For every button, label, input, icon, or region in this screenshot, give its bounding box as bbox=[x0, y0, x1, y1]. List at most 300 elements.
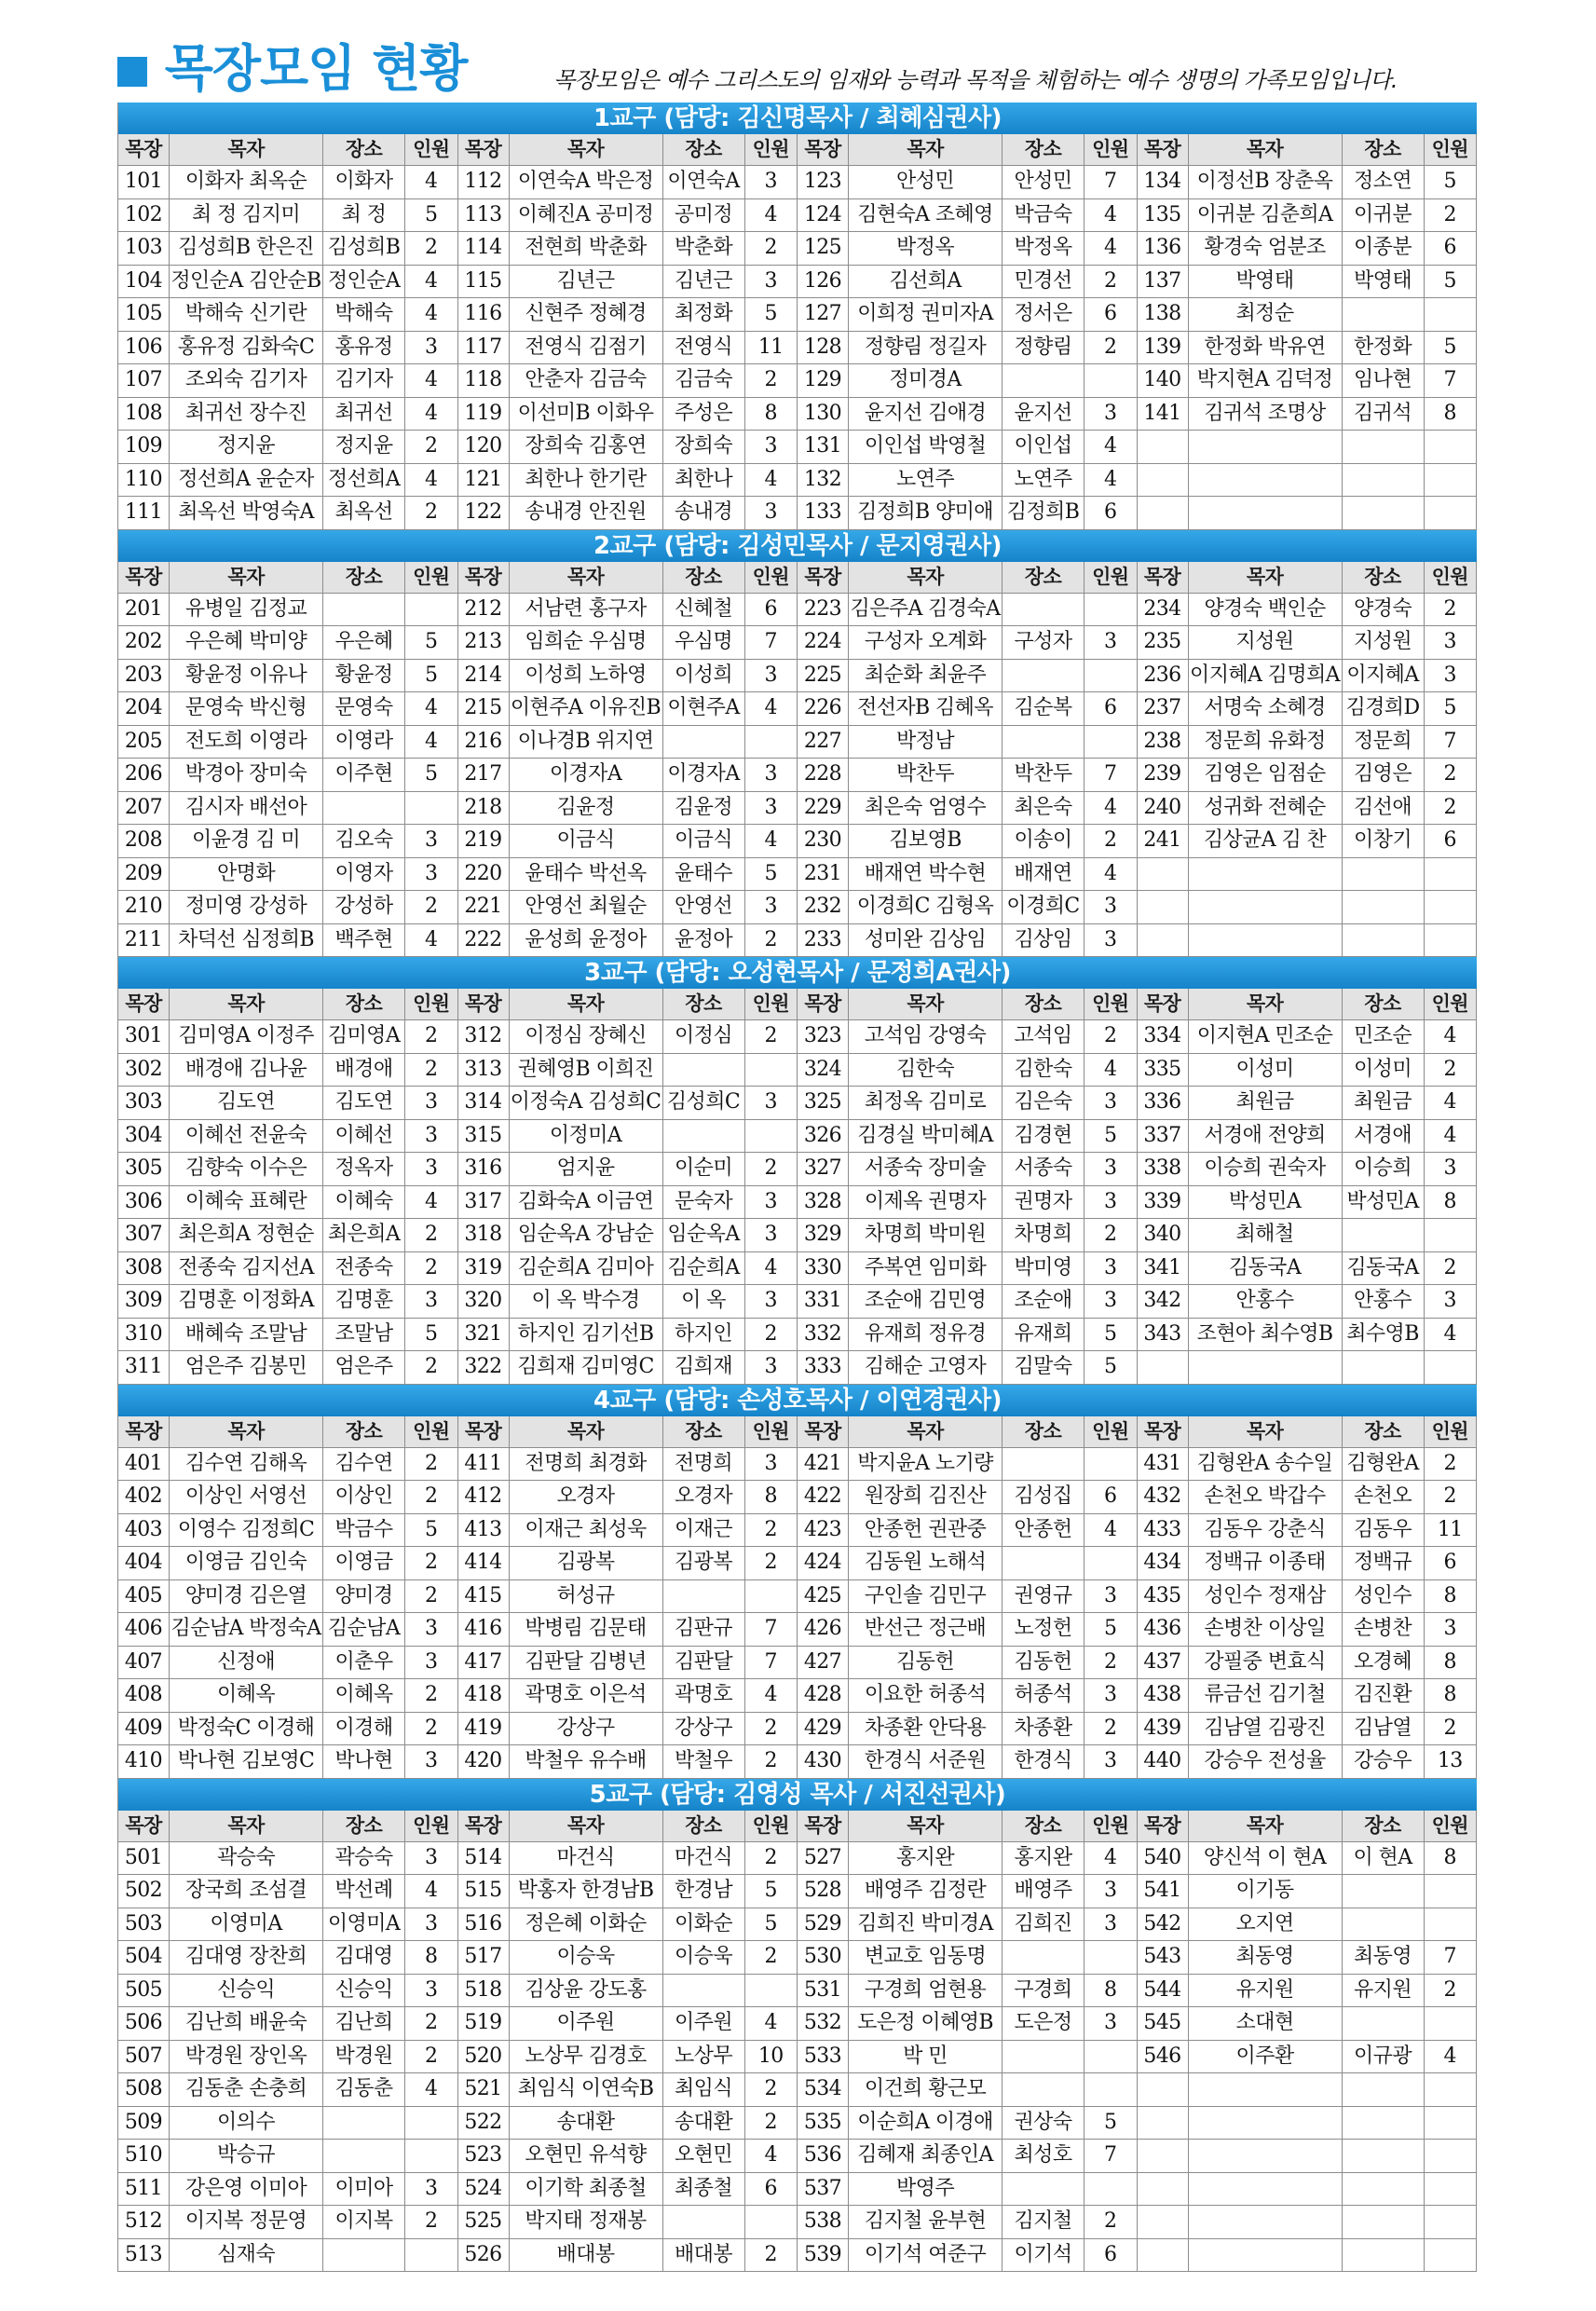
district-block bbox=[117, 530, 1477, 958]
member-count: 3 bbox=[405, 1908, 458, 1941]
member-count: 4 bbox=[1084, 792, 1138, 825]
shepherd-names: 차종환 안닥용 bbox=[849, 1713, 1003, 1745]
shepherd-names: 신현주 정혜경 bbox=[510, 298, 663, 331]
mokjang-number: 238 bbox=[1138, 726, 1189, 759]
mokjang-number: 306 bbox=[118, 1186, 170, 1219]
meeting-place: 한경남 bbox=[663, 1875, 745, 1908]
member-count: 6 bbox=[1084, 2239, 1138, 2272]
meeting-place: 윤정아 bbox=[663, 924, 745, 957]
member-count: 2 bbox=[1425, 1448, 1478, 1481]
member-count: 5 bbox=[1425, 332, 1478, 364]
column-header-shepherd: 목자 bbox=[1189, 989, 1343, 1019]
table-row bbox=[118, 1679, 1477, 1713]
shepherd-names: 박해숙 신기란 bbox=[170, 298, 323, 331]
mokjang-number: 302 bbox=[118, 1054, 170, 1087]
meeting-place: 지성원 bbox=[1343, 626, 1425, 659]
meeting-place: 이송이 bbox=[1003, 825, 1084, 857]
mokjang-number: 232 bbox=[798, 891, 849, 923]
member-count: 2 bbox=[745, 232, 798, 265]
member-count: 3 bbox=[745, 1448, 798, 1481]
shepherd-names: 마건식 bbox=[510, 1842, 663, 1875]
page-title bbox=[114, 41, 467, 97]
column-header-mokjang: 목장 bbox=[1138, 562, 1189, 593]
meeting-place: 박해숙 bbox=[323, 298, 405, 331]
member-count: 2 bbox=[1084, 332, 1138, 364]
meeting-place bbox=[1343, 2007, 1425, 2040]
shepherd-names: 구성자 오계화 bbox=[849, 626, 1003, 659]
mokjang-number: 504 bbox=[118, 1941, 170, 1974]
mokjang-number: 106 bbox=[118, 332, 170, 364]
mokjang-number: 323 bbox=[798, 1020, 849, 1053]
shepherd-names: 정향림 정길자 bbox=[849, 332, 1003, 364]
empty-cell bbox=[1189, 924, 1343, 957]
mokjang-number: 340 bbox=[1138, 1219, 1189, 1251]
empty-cell bbox=[1425, 2107, 1478, 2140]
empty-cell bbox=[1138, 2073, 1189, 2106]
shepherd-names: 정미경A bbox=[849, 364, 1003, 397]
shepherd-names: 김희진 박미경A bbox=[849, 1908, 1003, 1941]
meeting-place: 이경희C bbox=[1003, 891, 1084, 923]
member-count: 11 bbox=[1425, 1514, 1478, 1547]
shepherd-names: 강은영 이미아 bbox=[170, 2173, 323, 2206]
shepherd-names: 이재근 최성욱 bbox=[510, 1514, 663, 1547]
shepherd-names: 윤지선 김애경 bbox=[849, 398, 1003, 431]
table-row bbox=[118, 1252, 1477, 1286]
meeting-place: 김영은 bbox=[1343, 759, 1425, 791]
mokjang-number: 301 bbox=[118, 1020, 170, 1053]
member-count: 3 bbox=[405, 1647, 458, 1679]
meeting-place: 송내경 bbox=[663, 497, 745, 529]
meeting-place: 김금숙 bbox=[663, 364, 745, 397]
mokjang-number: 112 bbox=[458, 166, 510, 198]
shepherd-names: 최원금 bbox=[1189, 1087, 1343, 1119]
member-count: 2 bbox=[405, 1580, 458, 1613]
mokjang-number: 433 bbox=[1138, 1514, 1189, 1547]
member-count: 3 bbox=[1425, 626, 1478, 659]
column-header-place: 장소 bbox=[323, 989, 405, 1019]
member-count: 3 bbox=[405, 1842, 458, 1875]
member-count: 4 bbox=[405, 924, 458, 957]
meeting-place: 최은숙 bbox=[1003, 792, 1084, 825]
meeting-place: 김광복 bbox=[663, 1547, 745, 1579]
empty-cell bbox=[1138, 2173, 1189, 2206]
meeting-place: 강승우 bbox=[1343, 1745, 1425, 1778]
mokjang-number: 307 bbox=[118, 1219, 170, 1251]
meeting-place: 김지철 bbox=[1003, 2206, 1084, 2238]
meeting-place: 이영라 bbox=[323, 726, 405, 759]
empty-cell bbox=[1425, 2206, 1478, 2238]
meeting-place: 하지인 bbox=[663, 1319, 745, 1351]
meeting-place: 유재희 bbox=[1003, 1319, 1084, 1351]
mokjang-number: 327 bbox=[798, 1153, 849, 1185]
mokjang-number: 338 bbox=[1138, 1153, 1189, 1185]
shepherd-names: 이인섭 박영철 bbox=[849, 431, 1003, 463]
shepherd-names: 오지연 bbox=[1189, 1908, 1343, 1941]
member-count: 4 bbox=[1084, 199, 1138, 232]
member-count: 3 bbox=[1084, 891, 1138, 923]
column-header-place: 장소 bbox=[1343, 562, 1425, 593]
meeting-place: 김한숙 bbox=[1003, 1054, 1084, 1087]
shepherd-names: 김동원 노해석 bbox=[849, 1547, 1003, 1579]
shepherd-names: 박지윤A 노기량 bbox=[849, 1448, 1003, 1481]
mokjang-number: 419 bbox=[458, 1713, 510, 1745]
shepherd-names: 조외숙 김기자 bbox=[170, 364, 323, 397]
mokjang-number: 121 bbox=[458, 464, 510, 497]
column-header-place: 장소 bbox=[323, 1811, 405, 1841]
mokjang-number: 313 bbox=[458, 1054, 510, 1087]
shepherd-names: 이혜숙 표혜란 bbox=[170, 1186, 323, 1219]
table-row bbox=[118, 1580, 1477, 1614]
meeting-place: 구성자 bbox=[1003, 626, 1084, 659]
mokjang-number: 420 bbox=[458, 1745, 510, 1778]
shepherd-names: 이제옥 권명자 bbox=[849, 1186, 1003, 1219]
table-row bbox=[118, 1908, 1477, 1942]
mokjang-number: 503 bbox=[118, 1908, 170, 1941]
shepherd-names: 김해순 고영자 bbox=[849, 1351, 1003, 1384]
column-header-shepherd: 목자 bbox=[849, 1416, 1003, 1447]
shepherd-names: 박성민A bbox=[1189, 1186, 1343, 1219]
table-row bbox=[118, 2041, 1477, 2074]
meeting-place: 양미경 bbox=[323, 1580, 405, 1613]
table-row bbox=[118, 759, 1477, 792]
mokjang-number: 518 bbox=[458, 1975, 510, 2007]
shepherd-names: 성귀화 전혜순 bbox=[1189, 792, 1343, 825]
table-row bbox=[118, 1087, 1477, 1120]
member-count: 2 bbox=[1084, 2206, 1138, 2238]
mokjang-number: 310 bbox=[118, 1319, 170, 1351]
mokjang-number: 236 bbox=[1138, 660, 1189, 692]
mokjang-number: 509 bbox=[118, 2107, 170, 2140]
meeting-place bbox=[1003, 594, 1084, 626]
shepherd-names: 구인솔 김민구 bbox=[849, 1580, 1003, 1613]
shepherd-names: 유병일 김정교 bbox=[170, 594, 323, 626]
meeting-place: 김순복 bbox=[1003, 692, 1084, 725]
meeting-place bbox=[323, 2239, 405, 2272]
member-count: 5 bbox=[1084, 1319, 1138, 1351]
column-header-count: 인원 bbox=[745, 562, 798, 593]
shepherd-names: 김화숙A 이금연 bbox=[510, 1186, 663, 1219]
shepherd-names: 이정미A bbox=[510, 1120, 663, 1153]
mokjang-number: 113 bbox=[458, 199, 510, 232]
shepherd-names: 김지철 윤부현 bbox=[849, 2206, 1003, 2238]
member-count: 7 bbox=[1084, 759, 1138, 791]
meeting-place: 이혜숙 bbox=[323, 1186, 405, 1219]
shepherd-names: 정인순A 김안순B bbox=[170, 266, 323, 298]
meeting-place: 정향림 bbox=[1003, 332, 1084, 364]
shepherd-names: 곽승숙 bbox=[170, 1842, 323, 1875]
mokjang-number: 141 bbox=[1138, 398, 1189, 431]
mokjang-number: 319 bbox=[458, 1252, 510, 1285]
column-header-count: 인원 bbox=[1425, 562, 1478, 593]
meeting-place: 이화자 bbox=[323, 166, 405, 198]
member-count: 2 bbox=[745, 1745, 798, 1778]
column-header-mokjang: 목장 bbox=[1138, 989, 1189, 1019]
table-row bbox=[118, 2140, 1477, 2173]
mokjang-number: 304 bbox=[118, 1120, 170, 1153]
meeting-place bbox=[1003, 726, 1084, 759]
shepherd-names: 최한나 한기란 bbox=[510, 464, 663, 497]
meeting-place: 우심명 bbox=[663, 626, 745, 659]
member-count: 3 bbox=[1084, 1745, 1138, 1778]
meeting-place: 이혜선 bbox=[323, 1120, 405, 1153]
meeting-place: 장희숙 bbox=[663, 431, 745, 463]
shepherd-names: 김난희 배윤숙 bbox=[170, 2007, 323, 2040]
mokjang-number: 540 bbox=[1138, 1842, 1189, 1875]
column-header-place: 장소 bbox=[1003, 1416, 1084, 1447]
table-row bbox=[118, 364, 1477, 398]
column-header-place: 장소 bbox=[1343, 1811, 1425, 1841]
meeting-place: 김미영A bbox=[323, 1020, 405, 1053]
shepherd-names: 박영주 bbox=[849, 2173, 1003, 2206]
shepherd-names: 소대현 bbox=[1189, 2007, 1343, 2040]
empty-cell bbox=[1425, 2140, 1478, 2172]
member-count: 5 bbox=[405, 1514, 458, 1547]
member-count: 5 bbox=[405, 199, 458, 232]
member-count: 3 bbox=[745, 1351, 798, 1384]
mokjang-number: 229 bbox=[798, 792, 849, 825]
shepherd-names: 김판달 김병년 bbox=[510, 1647, 663, 1679]
mokjang-number: 102 bbox=[118, 199, 170, 232]
member-count: 8 bbox=[1425, 1647, 1478, 1679]
mokjang-number: 321 bbox=[458, 1319, 510, 1351]
district-header: 2교구 (담당: 김성민목사 / 문지영권사) bbox=[118, 530, 1477, 562]
shepherd-names: 이성희 노하영 bbox=[510, 660, 663, 692]
shepherd-names: 윤태수 박선옥 bbox=[510, 858, 663, 891]
mokjang-number: 522 bbox=[458, 2107, 510, 2140]
table-row bbox=[118, 891, 1477, 924]
meeting-place: 박경원 bbox=[323, 2041, 405, 2073]
mokjang-number: 409 bbox=[118, 1713, 170, 1745]
member-count: 2 bbox=[745, 1842, 798, 1875]
shepherd-names: 이혜진A 공미정 bbox=[510, 199, 663, 232]
mokjang-number: 437 bbox=[1138, 1647, 1189, 1679]
shepherd-names: 정은혜 이화순 bbox=[510, 1908, 663, 1941]
member-count: 3 bbox=[1084, 1679, 1138, 1712]
meeting-place: 박영태 bbox=[1343, 266, 1425, 298]
shepherd-names: 이건희 황근모 bbox=[849, 2073, 1003, 2106]
member-count: 4 bbox=[745, 1252, 798, 1285]
empty-cell bbox=[1138, 2140, 1189, 2172]
member-count: 8 bbox=[745, 1481, 798, 1513]
meeting-place bbox=[663, 1975, 745, 2007]
column-header-place: 장소 bbox=[1343, 989, 1425, 1019]
mokjang-number: 438 bbox=[1138, 1679, 1189, 1712]
member-count: 3 bbox=[1084, 1908, 1138, 1941]
meeting-place: 노연주 bbox=[1003, 464, 1084, 497]
member-count: 2 bbox=[1425, 1975, 1478, 2007]
column-header-place: 장소 bbox=[323, 1416, 405, 1447]
meeting-place bbox=[1003, 1941, 1084, 1974]
meeting-place: 신승익 bbox=[323, 1975, 405, 2007]
member-count: 5 bbox=[1425, 166, 1478, 198]
shepherd-names: 지성원 bbox=[1189, 626, 1343, 659]
member-count: 4 bbox=[1084, 1514, 1138, 1547]
member-count bbox=[1084, 594, 1138, 626]
meeting-place bbox=[1343, 1875, 1425, 1908]
meeting-place: 배경애 bbox=[323, 1054, 405, 1087]
member-count: 2 bbox=[745, 1514, 798, 1547]
shepherd-names: 노상무 김경호 bbox=[510, 2041, 663, 2073]
shepherd-names: 김순희A 김미아 bbox=[510, 1252, 663, 1285]
meeting-place: 이지복 bbox=[323, 2206, 405, 2238]
column-header-mokjang: 목장 bbox=[118, 1416, 170, 1447]
member-count: 2 bbox=[745, 924, 798, 957]
mokjang-number: 406 bbox=[118, 1613, 170, 1646]
member-count bbox=[1084, 660, 1138, 692]
mokjang-number: 328 bbox=[798, 1186, 849, 1219]
column-header-mokjang: 목장 bbox=[458, 134, 510, 165]
member-count: 4 bbox=[745, 825, 798, 857]
meeting-place: 박찬두 bbox=[1003, 759, 1084, 791]
member-count: 8 bbox=[1425, 398, 1478, 431]
member-count: 4 bbox=[1425, 2041, 1478, 2073]
empty-cell bbox=[1189, 2073, 1343, 2106]
meeting-place: 김순희A bbox=[663, 1252, 745, 1285]
mokjang-number: 208 bbox=[118, 825, 170, 857]
shepherd-names: 박경원 장인옥 bbox=[170, 2041, 323, 2073]
mokjang-number: 203 bbox=[118, 660, 170, 692]
shepherd-names: 이혜선 전윤숙 bbox=[170, 1120, 323, 1153]
meeting-place: 이정심 bbox=[663, 1020, 745, 1053]
empty-cell bbox=[1425, 1351, 1478, 1384]
page-title-text: 목장모임 현황 bbox=[164, 39, 468, 98]
shepherd-names: 안홍수 bbox=[1189, 1285, 1343, 1318]
mokjang-number: 235 bbox=[1138, 626, 1189, 659]
member-count: 3 bbox=[745, 792, 798, 825]
shepherd-names: 이요한 허종석 bbox=[849, 1679, 1003, 1712]
shepherd-names: 박홍자 한경남B bbox=[510, 1875, 663, 1908]
shepherd-names: 안성민 bbox=[849, 166, 1003, 198]
column-header-shepherd: 목자 bbox=[510, 1811, 663, 1841]
empty-cell bbox=[1138, 431, 1189, 463]
mokjang-number: 507 bbox=[118, 2041, 170, 2073]
mokjang-number: 511 bbox=[118, 2173, 170, 2206]
shepherd-names: 한경식 서준원 bbox=[849, 1745, 1003, 1778]
column-header-place: 장소 bbox=[1003, 562, 1084, 593]
mokjang-number: 201 bbox=[118, 594, 170, 626]
member-count bbox=[1084, 726, 1138, 759]
shepherd-names: 이현주A 이유진B bbox=[510, 692, 663, 725]
shepherd-names: 김미영A 이정주 bbox=[170, 1020, 323, 1053]
district-header: 1교구 (담당: 김신명목사 / 최혜심권사) bbox=[118, 103, 1477, 134]
mokjang-number: 326 bbox=[798, 1120, 849, 1153]
column-header-place: 장소 bbox=[1003, 989, 1084, 1019]
member-count: 2 bbox=[1425, 1252, 1478, 1285]
table-row bbox=[118, 792, 1477, 826]
member-count: 2 bbox=[1425, 199, 1478, 232]
mokjang-number: 122 bbox=[458, 497, 510, 529]
column-header-mokjang: 목장 bbox=[118, 134, 170, 165]
meeting-place bbox=[1003, 2041, 1084, 2073]
shepherd-names: 이경희C 김형옥 bbox=[849, 891, 1003, 923]
member-count: 2 bbox=[405, 1679, 458, 1712]
mokjang-number: 116 bbox=[458, 298, 510, 331]
district-block bbox=[117, 1385, 1477, 1779]
meeting-place: 김순남A bbox=[323, 1613, 405, 1646]
column-header-shepherd: 목자 bbox=[170, 134, 323, 165]
member-count: 2 bbox=[405, 2041, 458, 2073]
meeting-place: 이재근 bbox=[663, 1514, 745, 1547]
mokjang-number: 421 bbox=[798, 1448, 849, 1481]
column-header-count: 인원 bbox=[1425, 1416, 1478, 1447]
meeting-place: 엄은주 bbox=[323, 1351, 405, 1384]
column-header-mokjang: 목장 bbox=[118, 989, 170, 1019]
column-header-shepherd: 목자 bbox=[849, 989, 1003, 1019]
member-count bbox=[1084, 1547, 1138, 1579]
shepherd-names: 전명희 최경화 bbox=[510, 1448, 663, 1481]
column-header-row bbox=[118, 134, 1477, 166]
empty-cell bbox=[1425, 891, 1478, 923]
empty-cell bbox=[1138, 1351, 1189, 1384]
shepherd-names: 김년근 bbox=[510, 266, 663, 298]
shepherd-names: 박나현 김보영C bbox=[170, 1745, 323, 1778]
column-header-mokjang: 목장 bbox=[458, 1811, 510, 1841]
meeting-place: 이미아 bbox=[323, 2173, 405, 2206]
member-count: 2 bbox=[745, 1941, 798, 1974]
member-count: 4 bbox=[745, 199, 798, 232]
meeting-place: 김동춘 bbox=[323, 2073, 405, 2106]
shepherd-names: 김성희B 한은진 bbox=[170, 232, 323, 265]
column-header-shepherd: 목자 bbox=[510, 562, 663, 593]
meeting-place: 유지원 bbox=[1343, 1975, 1425, 2007]
meeting-place: 이현주A bbox=[663, 692, 745, 725]
shepherd-names: 이영미A bbox=[170, 1908, 323, 1941]
mokjang-number: 124 bbox=[798, 199, 849, 232]
empty-cell bbox=[1343, 431, 1425, 463]
member-count: 3 bbox=[745, 1087, 798, 1119]
shepherd-names: 이성미 bbox=[1189, 1054, 1343, 1087]
shepherd-names: 강승우 전성율 bbox=[1189, 1745, 1343, 1778]
shepherd-names: 임희순 우심명 bbox=[510, 626, 663, 659]
table-row bbox=[118, 2107, 1477, 2140]
shepherd-names: 김대영 장찬희 bbox=[170, 1941, 323, 1974]
shepherd-names: 이상인 서영선 bbox=[170, 1481, 323, 1513]
shepherd-names: 도은정 이혜영B bbox=[849, 2007, 1003, 2040]
district-header: 4교구 (담당: 손성호목사 / 이연경권사) bbox=[118, 1385, 1477, 1416]
member-count: 4 bbox=[1084, 858, 1138, 891]
shepherd-names: 김시자 배선아 bbox=[170, 792, 323, 825]
shepherd-names: 안춘자 김금숙 bbox=[510, 364, 663, 397]
meeting-place: 김형완A bbox=[1343, 1448, 1425, 1481]
mokjang-number: 408 bbox=[118, 1679, 170, 1712]
mokjang-number: 428 bbox=[798, 1679, 849, 1712]
meeting-place: 오경자 bbox=[663, 1481, 745, 1513]
member-count: 3 bbox=[1084, 1285, 1138, 1318]
shepherd-names: 엄지윤 bbox=[510, 1153, 663, 1185]
meeting-place: 정서은 bbox=[1003, 298, 1084, 331]
mokjang-number: 308 bbox=[118, 1252, 170, 1285]
mokjang-number: 309 bbox=[118, 1285, 170, 1318]
column-header-count: 인원 bbox=[405, 1811, 458, 1841]
member-count: 5 bbox=[745, 298, 798, 331]
empty-cell bbox=[1138, 497, 1189, 529]
member-count: 4 bbox=[1084, 464, 1138, 497]
column-header-mokjang: 목장 bbox=[118, 1811, 170, 1841]
mokjang-number: 513 bbox=[118, 2239, 170, 2272]
column-header-shepherd: 목자 bbox=[170, 562, 323, 593]
mokjang-number: 401 bbox=[118, 1448, 170, 1481]
mokjang-number: 536 bbox=[798, 2140, 849, 2172]
empty-cell bbox=[1425, 2073, 1478, 2106]
column-header-mokjang: 목장 bbox=[798, 562, 849, 593]
shepherd-names: 양신석 이 현A bbox=[1189, 1842, 1343, 1875]
meeting-place: 김정희B bbox=[1003, 497, 1084, 529]
member-count: 4 bbox=[1084, 431, 1138, 463]
meeting-place: 이상인 bbox=[323, 1481, 405, 1513]
shepherd-names: 최귀선 장수진 bbox=[170, 398, 323, 431]
column-header-row bbox=[118, 1811, 1477, 1842]
meeting-place: 정백규 bbox=[1343, 1547, 1425, 1579]
